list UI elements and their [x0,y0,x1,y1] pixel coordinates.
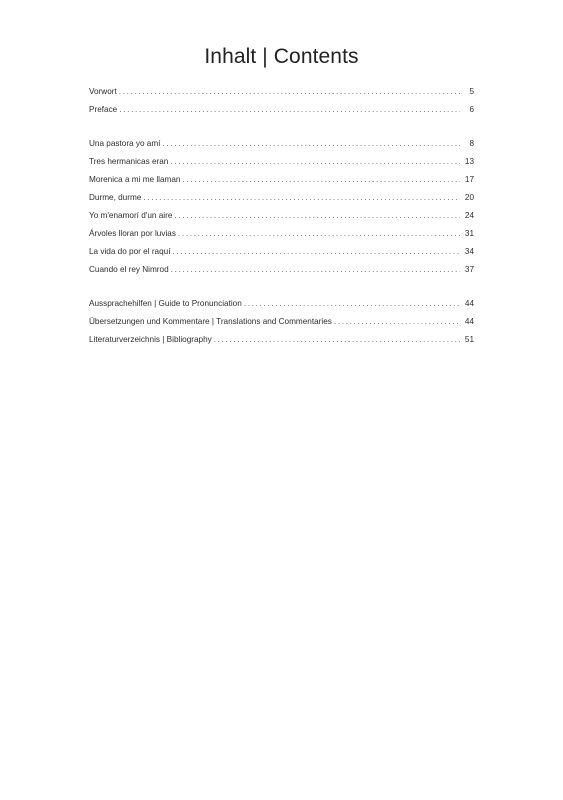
dot-leader [171,261,460,279]
toc-entry[interactable] [89,153,474,171]
dot-leader [119,101,460,119]
toc-entry[interactable] [89,189,474,207]
dot-leader [334,313,460,331]
toc-entry-page: 31 [464,229,474,238]
toc-entry-title: Preface [89,105,118,114]
page-title: Inhalt | Contents [204,45,359,68]
toc-entry[interactable] [89,171,474,189]
toc-entry-page: 37 [464,265,474,274]
toc-entry-page: 17 [464,175,474,184]
toc-entry-page: 6 [469,105,474,114]
toc-entry-title: Vorwort [89,87,117,96]
toc-entry-title: Literaturverzeichnis | Bibliography [89,335,212,344]
toc-entry-page: 13 [464,157,474,166]
toc-entry-page: 20 [464,193,474,202]
dot-leader [119,83,460,101]
dot-leader [178,225,460,243]
toc-group-songs [89,135,474,279]
dot-leader [214,331,460,349]
toc-entry-title: Tres hermanicas eran [89,157,169,166]
dot-leader [143,189,460,207]
toc-entry-title: Árvoles lloran por luvias [89,229,176,238]
toc-entry[interactable] [89,261,474,279]
dot-leader [170,153,460,171]
dot-leader [182,171,460,189]
dot-leader [244,295,460,313]
toc-entry[interactable] [89,83,474,101]
toc-entry-page: 44 [464,317,474,326]
toc-entry[interactable] [89,313,474,331]
toc-entry[interactable] [89,135,474,153]
toc-entry[interactable] [89,331,474,349]
toc-group-front-matter [89,83,474,119]
toc-entry-title: Übersetzungen und Kommentare | Translations and Commentaries [89,317,332,326]
toc-entry-title: Morenica a mi me llaman [89,175,181,184]
table-of-contents [89,83,474,349]
toc-entry-page: 24 [464,211,474,220]
toc-entry-page: 44 [464,299,474,308]
toc-entry[interactable] [89,295,474,313]
toc-entry[interactable] [89,207,474,225]
toc-entry-title: Una pastora yo amí [89,139,161,148]
toc-entry[interactable] [89,101,474,119]
toc-entry-title: La vida do por el raquí [89,247,171,256]
toc-entry-title: Durme, durme [89,193,142,202]
dot-leader [174,207,460,225]
toc-entry-title: Yo m'enamorí d'un aire [89,211,173,220]
toc-group-appendix [89,295,474,349]
toc-entry-title: Cuando el rey Nimrod [89,265,169,274]
toc-entry-page: 8 [469,139,474,148]
dot-leader [162,135,460,153]
toc-entry[interactable] [89,243,474,261]
toc-entry[interactable] [89,225,474,243]
dot-leader [172,243,460,261]
toc-entry-page: 51 [464,335,474,344]
toc-entry-title: Aussprachehilfen | Guide to Pronunciation [89,299,242,308]
toc-entry-page: 34 [464,247,474,256]
toc-entry-page: 5 [469,87,474,96]
